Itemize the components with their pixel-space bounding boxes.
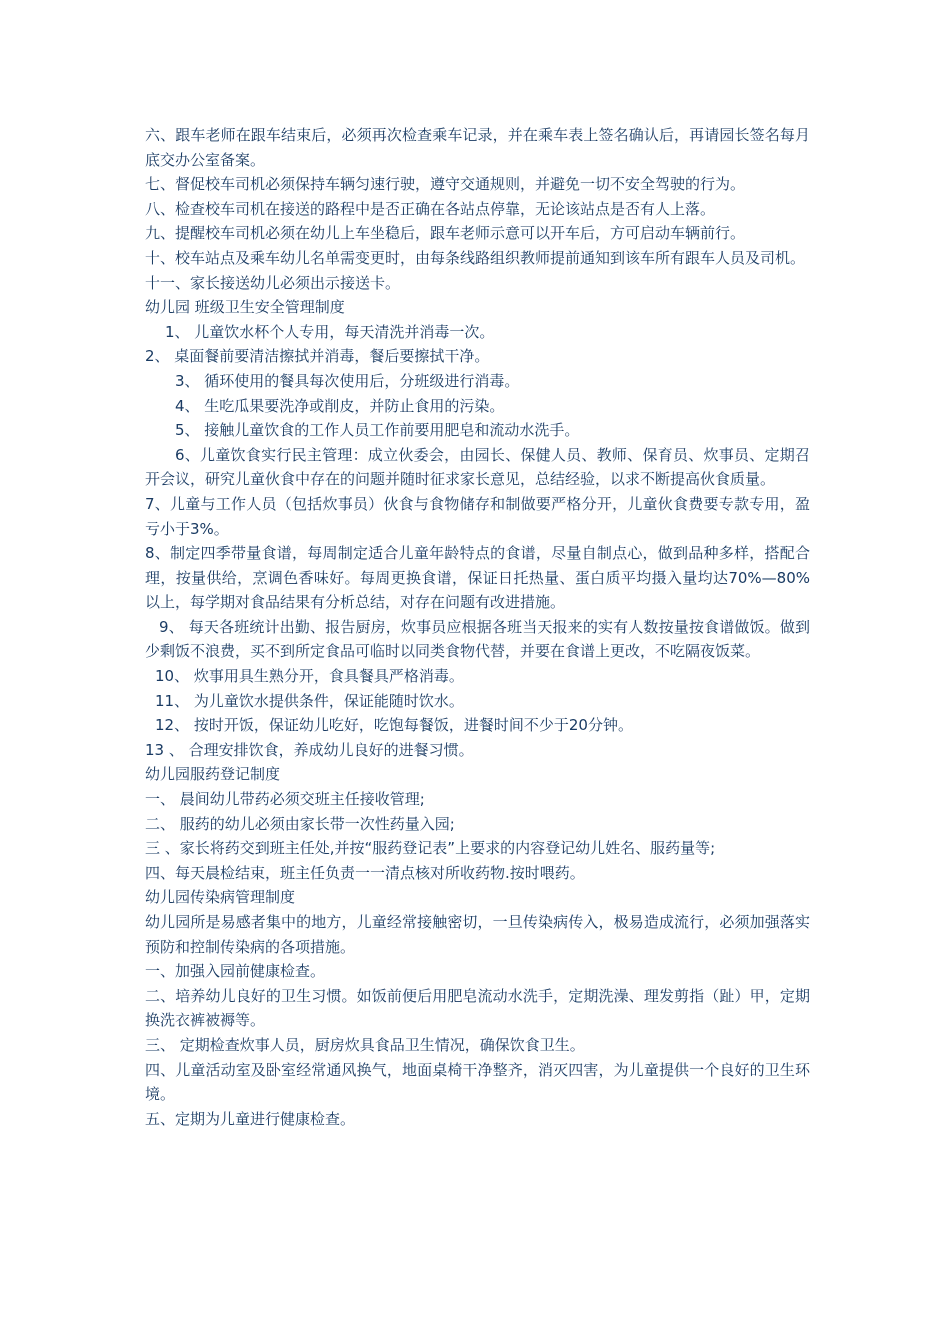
- list-item: 11、 为儿童饮水提供条件，保证能随时饮水。: [155, 691, 464, 710]
- list-item: 二、培养幼儿良好的卫生习惯。如饭前便后用肥皂流动水洗手，定期洗澡、理发剪指（趾）甲，定期换洗衣裤被褥等。: [145, 986, 810, 1030]
- list-item-text: 9、 每天各班统计出勤、报告厨房，炊事员应根据各班当天报来的实有人数按量按食谱做饭。做到少剩饭不浪费，买不到所定食品可临时以同类食物代替，并要在食谱上更改，不吃隔夜饭菜。: [145, 617, 810, 661]
- section-heading: 幼儿园 班级卫生安全管理制度: [145, 298, 345, 317]
- paragraph: 九、提醒校车司机必须在幼儿上车坐稳后，跟车老师示意可以开车后，方可启动车辆前行。: [145, 224, 746, 243]
- list-item: 三 、家长将药交到班主任处,并按“服药登记表”上要求的内容登记幼儿姓名、服药量等;: [145, 839, 716, 858]
- list-item: 5、 接触儿童饮食的工作人员工作前要用肥皂和流动水洗手。: [175, 421, 580, 440]
- list-item: 四、每天晨检结束，班主任负责一一清点核对所收药物.按时喂药。: [145, 863, 585, 882]
- section-heading: 幼儿园服药登记制度: [145, 765, 281, 784]
- list-item: 三、 定期检查炊事人员，厨房炊具食品卫生情况，确保饮食卫生。: [145, 1035, 585, 1054]
- list-item: [145, 615, 810, 664]
- list-item-text: 6、儿童饮食实行民主管理：成立伙委会，由园长、保健人员、教师、保育员、炊事员、定期召开会议，研究儿童伙食中存在的问题并随时征求家长意见，总结经验，以求不断提高伙食质量。: [145, 445, 810, 489]
- paragraph: 十、校车站点及乘车幼儿名单需变更时，由每条线路组织教师提前通知到该车所有跟车人员及司机。: [145, 248, 806, 267]
- list-item: 4、 生吃瓜果要洗净或削皮，并防止食用的污染。: [175, 396, 505, 415]
- paragraph: 八、检查校车司机在接送的路程中是否正确在各站点停靠，无论该站点是否有人上落。: [145, 199, 716, 218]
- list-item: 12、 按时开饭，保证幼儿吃好，吃饱每餐饭，进餐时间不少于20分钟。: [155, 716, 633, 735]
- list-item: 四、儿童活动室及卧室经常通风换气，地面桌椅干净整齐，消灭四害，为儿童提供一个良好的卫生环境。: [145, 1060, 810, 1104]
- list-item: 二、 服药的幼儿必须由家长带一次性药量入园;: [145, 814, 455, 833]
- list-item: 一、 晨间幼儿带药必须交班主任接收管理;: [145, 790, 425, 809]
- list-item: 10、 炊事用具生熟分开，食具餐具严格消毒。: [155, 667, 464, 686]
- list-item: 8、制定四季带量食谱，每周制定适合儿童年龄特点的食谱，尽量自制点心，做到品种多样，搭配合理，按量供给，烹调色香味好。每周更换食谱，保证日托热量、蛋白质平均摄入量均达70%—80%以上，每学期对食品结果有分析总结，对存在问题有改进措施。: [145, 544, 810, 612]
- list-item: 13 、 合理安排饮食，养成幼儿良好的进餐习惯。: [145, 740, 474, 759]
- list-item: [145, 443, 810, 492]
- list-item: 五、定期为儿童进行健康检查。: [145, 1109, 356, 1128]
- list-item: 一、加强入园前健康检查。: [145, 962, 326, 981]
- list-item: 7、儿童与工作人员（包括炊事员）伙食与食物储存和制做要严格分开，儿童伙食费要专款专用，盈亏小于3%。: [145, 494, 810, 538]
- paragraph: 幼儿园所是易感者集中的地方，儿童经常接触密切，一旦传染病传入，极易造成流行，必须加强落实预防和控制传染病的各项措施。: [145, 913, 810, 956]
- list-item: 3、 循环使用的餐具每次使用后，分班级进行消毒。: [175, 371, 520, 390]
- list-item: 2、 桌面餐前要清洁擦拭并消毒，餐后要擦拭干净。: [145, 347, 490, 366]
- paragraph: 十一、家长接送幼儿必须出示接送卡。: [145, 273, 401, 292]
- paragraph: 七、督促校车司机必须保持车辆匀速行驶，遵守交通规则，并避免一切不安全驾驶的行为。: [145, 175, 746, 194]
- paragraph: 六、跟车老师在跟车结束后，必须再次检查乘车记录，并在乘车表上签名确认后，再请园长签名每月底交办公室备案。: [145, 126, 810, 169]
- section-heading: 幼儿园传染病管理制度: [145, 888, 296, 907]
- list-item: 1、 儿童饮水杯个人专用，每天清洗并消毒一次。: [165, 322, 495, 341]
- document-body: [145, 123, 810, 1131]
